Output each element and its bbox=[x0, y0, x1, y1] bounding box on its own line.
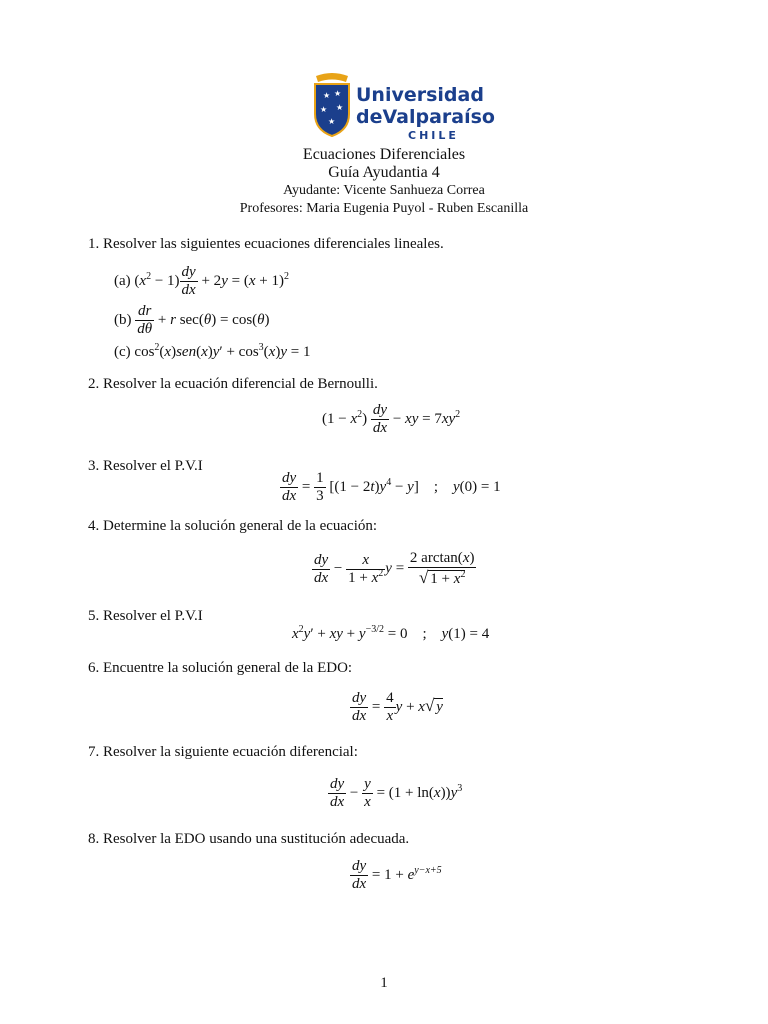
problem-1a bbox=[114, 264, 289, 300]
problem-8 bbox=[88, 831, 409, 848]
problem-text: Resolver la siguiente ecuación diferencial: bbox=[103, 744, 358, 760]
problem-number: 5. bbox=[88, 608, 100, 624]
logo-line-1: Universidad bbox=[356, 84, 484, 106]
assistant-line: Ayudante: Vicente Sanhueza Correa bbox=[283, 183, 485, 198]
problem-1b bbox=[114, 303, 270, 339]
problem-number: 4. bbox=[88, 518, 100, 534]
problem-1 bbox=[88, 236, 444, 253]
problem-text: Encuentre la solución general de la EDO: bbox=[103, 660, 353, 676]
svg-text:★: ★ bbox=[328, 117, 336, 126]
problem-3 bbox=[88, 458, 203, 475]
equation-3: $\frac{dy}{dx}$ = $\frac{1}{3}$ $[(1 - 2t)y^4 - y]$ ; y(0) = 1 bbox=[282, 470, 501, 505]
problem-text: Resolver las siguientes ecuaciones diferenciales lineales. bbox=[103, 236, 444, 252]
crest-icon bbox=[312, 72, 352, 138]
problem-5 bbox=[88, 608, 203, 625]
part-label: (a) bbox=[114, 273, 131, 290]
problem-2 bbox=[88, 376, 378, 393]
professors-line: Profesores: Maria Eugenia Puyol - Ruben Escanilla bbox=[239, 201, 529, 216]
svg-text:★: ★ bbox=[336, 103, 344, 112]
page-number: 1 bbox=[380, 975, 388, 991]
equation-8: $\frac{dy}{dx}$ = $1 + e^{y-x+5}$ bbox=[352, 858, 442, 893]
part-label: (c) bbox=[114, 344, 131, 360]
equation-1b: $\frac{dr}{d\theta}$ + r sec(θ) = cos(θ) bbox=[137, 303, 270, 338]
logo-line-3: CHILE bbox=[408, 129, 459, 142]
problem-number: 1. bbox=[88, 236, 100, 252]
problem-6 bbox=[88, 660, 352, 677]
problem-1c bbox=[114, 344, 310, 361]
problem-number: 6. bbox=[88, 660, 100, 676]
course-title: Ecuaciones Diferenciales bbox=[302, 146, 466, 163]
problem-text: Resolver la EDO usando una sustitución adecuada. bbox=[103, 831, 410, 847]
problem-number: 7. bbox=[88, 744, 100, 760]
problem-4 bbox=[88, 518, 377, 535]
equation-7: $\frac{dy}{dx}$ − $\frac{y}{x}$ = $(1 + \ln(x))y^3$ bbox=[330, 776, 463, 811]
university-logo bbox=[312, 72, 495, 146]
equation-4: $\frac{dy}{dx}$ − $\frac{x}{1 + x^2}$ y = $\frac{2 \arctan(x)}{√ 1 + x^2}$ bbox=[314, 550, 475, 588]
part-label: (b) bbox=[114, 312, 132, 329]
problem-text: Determine la solución general de la ecuación: bbox=[103, 518, 378, 534]
equation-2: $(1 - x^2)$ $\frac{dy}{dx}$ − xy = $7xy^2$ bbox=[322, 402, 461, 437]
svg-text:★: ★ bbox=[334, 89, 342, 98]
problem-number: 2. bbox=[88, 376, 100, 392]
problem-text: Resolver la ecuación diferencial de Bernoulli. bbox=[103, 376, 378, 392]
logo-line-2: deValparaíso bbox=[356, 106, 495, 128]
problem-number: 8. bbox=[88, 831, 100, 847]
svg-text:★: ★ bbox=[320, 105, 328, 114]
guide-title: Guía Ayudantia 4 bbox=[328, 164, 440, 181]
equation-6: $\frac{dy}{dx}$ = $\frac{4}{x}$ y + x√ y bbox=[352, 690, 443, 725]
problem-text: Resolver el P.V.I bbox=[103, 608, 203, 624]
svg-text:★: ★ bbox=[323, 91, 331, 100]
problem-text: Resolver el P.V.I bbox=[103, 458, 203, 474]
equation-1c: $\cos^2(x)sen(x)y' + \cos^3(x)y = 1$ bbox=[134, 342, 311, 360]
problem-7 bbox=[88, 744, 358, 761]
equation-1a: $(x^2 - 1)$ $\frac{dy}{dx}$ + $2y = (x + 1)^2$ bbox=[134, 264, 289, 299]
equation-5: $x^2y'$ + xy + $y^{-3/2} = 0$ ; y(1) = 4 bbox=[292, 624, 490, 642]
problem-number: 3. bbox=[88, 458, 100, 474]
